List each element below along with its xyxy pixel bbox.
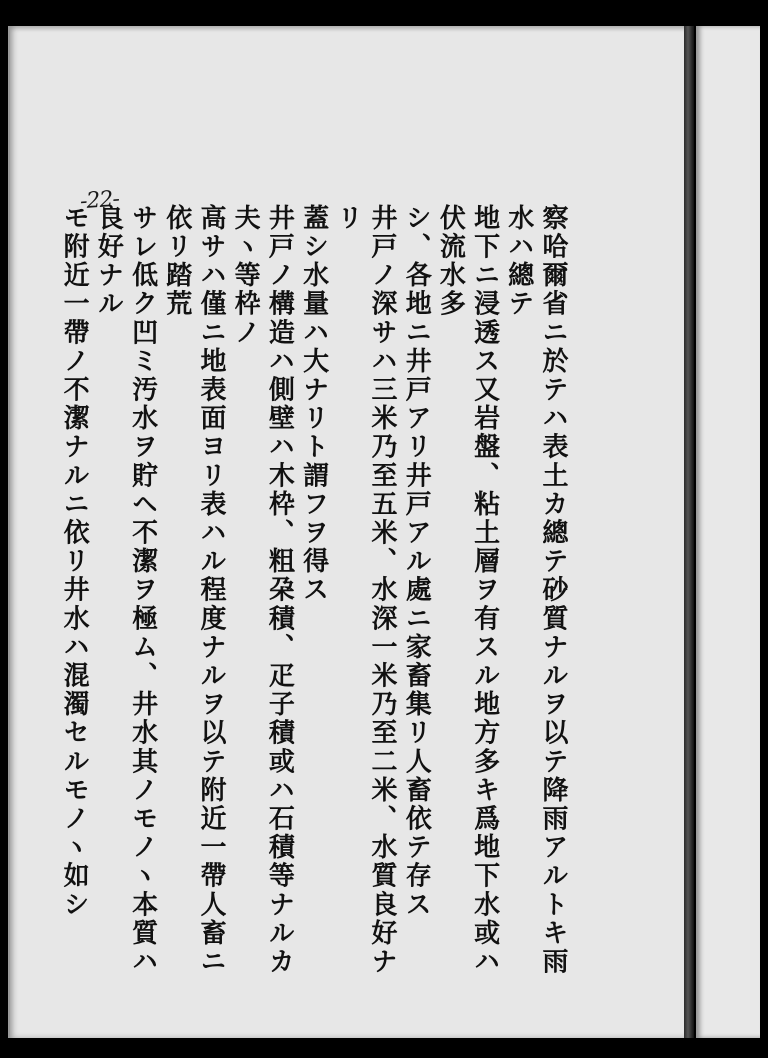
document-page xyxy=(8,26,688,1038)
text-line: モ附近一帶ノ不潔ナルニ依リ井水ハ混濁セルモノヽ如シ xyxy=(59,204,90,919)
text-line: サレ低ク凹ミ汚水ヲ貯ヘ不潔ヲ極ム、井水其ノモノヽ本質ハ良好ナル xyxy=(93,204,158,977)
text-line: シ、各地ニ井戸アリ井戸アル處ニ家畜集リ人畜依テ存ス xyxy=(401,204,432,919)
text-line: 井戸ノ構造ハ側壁ハ木枠、粗朶積、疋子積或ハ石積等ナルカ夫ヽ等枠ノ xyxy=(230,204,295,977)
body-text xyxy=(57,204,570,1004)
book-spine xyxy=(684,26,694,1038)
text-line: 高サハ僅ニ地表面ヨリ表ハル程度ナルヲ以テ附近一帶人畜ニ依リ踏荒 xyxy=(161,204,226,977)
text-line: 察哈爾省ニ於テハ表土カ總テ砂質ナルヲ以テ降雨アルトキ雨水ハ總テ xyxy=(503,204,568,977)
adjacent-page-edge xyxy=(696,26,760,1038)
page-number: -22- xyxy=(79,186,120,215)
text-line: 地下ニ浸透ス又岩盤、粘土層ヲ有スル地方多キ爲地下水或ハ伏流水多 xyxy=(435,204,500,977)
text-line: 井戸ノ深サハ三米乃至五米、水深一米乃至二米、水質良好ナリ xyxy=(332,204,397,977)
text-line: 蓋シ水量ハ大ナリト謂フヲ得ス xyxy=(298,204,329,605)
